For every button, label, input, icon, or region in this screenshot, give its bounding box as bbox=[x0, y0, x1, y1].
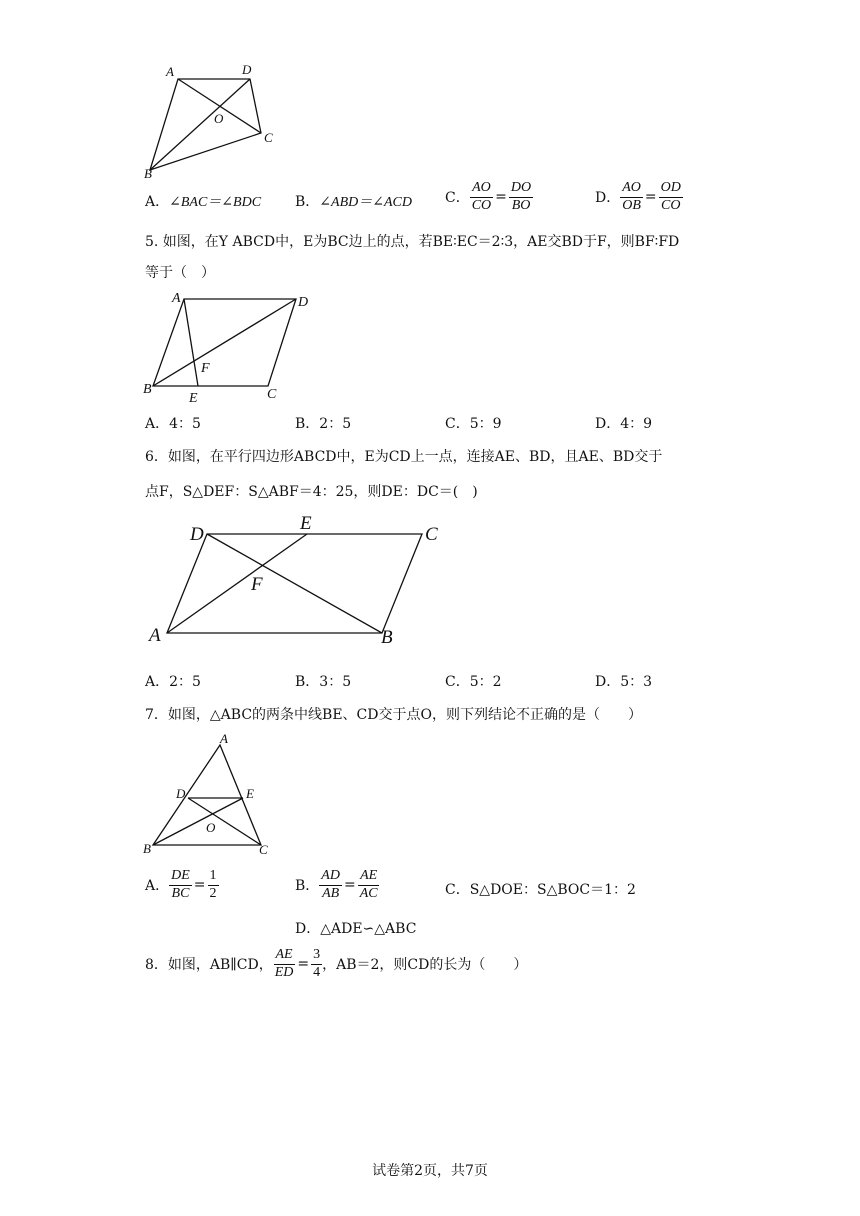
figure-q4-quadrilateral bbox=[140, 60, 280, 180]
q7-label-d: D bbox=[176, 786, 186, 801]
q7-option-b-label: B． bbox=[295, 878, 320, 895]
q6-line-ae bbox=[167, 534, 307, 633]
q7-option-a-fraction-1: $\frac{DE}{BC}$ bbox=[171, 868, 190, 901]
q4-quad-outline bbox=[150, 79, 261, 170]
q8-equals: = bbox=[297, 956, 310, 973]
q7-label-b: B bbox=[143, 841, 151, 856]
q4-label-d: D bbox=[242, 62, 252, 77]
q4-option-b-text: ∠ABD＝∠ACD bbox=[319, 195, 412, 210]
q7-option-b-fraction-2: $\frac{AE}{AC}$ bbox=[359, 868, 378, 901]
q6-stem-line-1: 6．如图，在平行四边形ABCD中，E为CD上一点，连接AE、BD，且AE、BD交于 bbox=[145, 449, 663, 465]
figure-q7-triangle bbox=[140, 730, 280, 860]
q4-option-a-text: ∠BAC＝∠BDC bbox=[169, 195, 262, 210]
q4-option-d-equals: = bbox=[644, 189, 657, 206]
q6-label-e: E bbox=[300, 513, 312, 534]
q4-option-c-label: C． bbox=[445, 190, 470, 207]
q6-option-a: A．2：5 bbox=[145, 674, 201, 690]
q7-option-a-label: A． bbox=[145, 878, 170, 895]
figure-q6-parallelogram bbox=[140, 510, 460, 650]
q6-option-d: D．5：3 bbox=[595, 674, 653, 690]
q4-option-b bbox=[295, 191, 412, 211]
q6-stem-line-2: 点F，S△DEF：S△ABF＝4：25，则DE：DC＝( ) bbox=[145, 484, 478, 500]
q7-label-a: A bbox=[220, 731, 228, 746]
q5-option-d: D．4：9 bbox=[595, 416, 653, 432]
q5-label-e: E bbox=[189, 391, 198, 406]
q5-line-ae bbox=[184, 299, 198, 386]
q4-label-b: B bbox=[144, 166, 152, 181]
q4-option-d-fraction-2: $\frac{OD}{CO}$ bbox=[660, 180, 681, 213]
q5-label-d: D bbox=[298, 295, 309, 310]
q5-stem-line-2: 等于（ ） bbox=[145, 265, 215, 281]
q6-option-c: C．5：2 bbox=[445, 674, 502, 690]
q7-option-b bbox=[295, 869, 380, 901]
q7-option-d: D．△ADE∽△ABC bbox=[295, 921, 417, 937]
q6-label-d: D bbox=[190, 524, 204, 545]
q5-option-a: A．4：5 bbox=[145, 416, 201, 432]
figure-q5-parallelogram bbox=[140, 286, 330, 406]
q7-option-a-equals: = bbox=[193, 877, 206, 894]
q6-label-a: A bbox=[149, 625, 161, 646]
q4-label-a: A bbox=[166, 64, 174, 79]
q7-option-c: C．S△DOE：S△BOC＝1：2 bbox=[445, 882, 636, 898]
q6-line-bd bbox=[207, 534, 382, 633]
q8-fraction-2: $\frac{3}{4}$ bbox=[313, 947, 321, 980]
q7-stem-line-1: 7．如图，△ABC的两条中线BE、CD交于点O，则下列结论不正确的是（ ） bbox=[145, 707, 642, 723]
q8-stem-prefix: 8．如图，AB∥CD， bbox=[145, 957, 273, 974]
q4-option-d bbox=[595, 181, 683, 213]
q4-option-a bbox=[145, 191, 261, 211]
page-footer: 试卷第2页，共7页 bbox=[372, 1163, 488, 1179]
q4-label-o: O bbox=[214, 111, 224, 126]
q7-label-o: O bbox=[206, 820, 216, 835]
q7-label-c: C bbox=[259, 842, 268, 857]
q5-option-c: C．5：9 bbox=[445, 416, 502, 432]
q7-option-a bbox=[145, 869, 219, 901]
q5-option-b: B．2：5 bbox=[295, 416, 352, 432]
q5-label-f: F bbox=[201, 361, 210, 376]
q8-stem bbox=[145, 948, 527, 980]
q5-label-a: A bbox=[172, 291, 181, 306]
q4-option-a-label: A． bbox=[145, 194, 170, 210]
q4-option-d-fraction-1: $\frac{AO}{OB}$ bbox=[622, 180, 641, 213]
q4-label-c: C bbox=[264, 130, 273, 145]
q4-option-c bbox=[445, 181, 533, 213]
q6-label-b: B bbox=[381, 627, 393, 648]
q5-label-b: B bbox=[143, 382, 152, 397]
q5-line-bd bbox=[153, 299, 296, 386]
q4-option-c-fraction-1: $\frac{AO}{CO}$ bbox=[471, 180, 492, 213]
q7-option-b-fraction-1: $\frac{AD}{AB}$ bbox=[321, 868, 340, 901]
q8-fraction-1: $\frac{AE}{ED}$ bbox=[274, 947, 294, 980]
q6-label-f: F bbox=[251, 574, 263, 595]
q4-option-b-label: B． bbox=[295, 194, 320, 210]
q4-option-c-equals: = bbox=[495, 189, 507, 206]
q5-stem-line-1: 5. 如图，在Y ABCD中，E为BC边上的点，若BE∶EC＝2∶3，AE交BD于F，则BF∶FD bbox=[145, 234, 680, 250]
q5-label-c: C bbox=[267, 387, 277, 402]
q4-option-c-fraction-2: $\frac{DO}{BO}$ bbox=[510, 180, 532, 213]
q7-option-a-fraction-2: $\frac{1}{2}$ bbox=[209, 868, 217, 901]
q6-option-b: B．3：5 bbox=[295, 674, 352, 690]
q8-stem-suffix: ，AB＝2，则CD的长为（ ） bbox=[322, 957, 528, 974]
q6-label-c: C bbox=[425, 524, 438, 545]
q7-label-e: E bbox=[246, 786, 254, 801]
q7-option-b-equals: = bbox=[343, 877, 356, 894]
q4-option-d-label: D． bbox=[595, 190, 621, 207]
